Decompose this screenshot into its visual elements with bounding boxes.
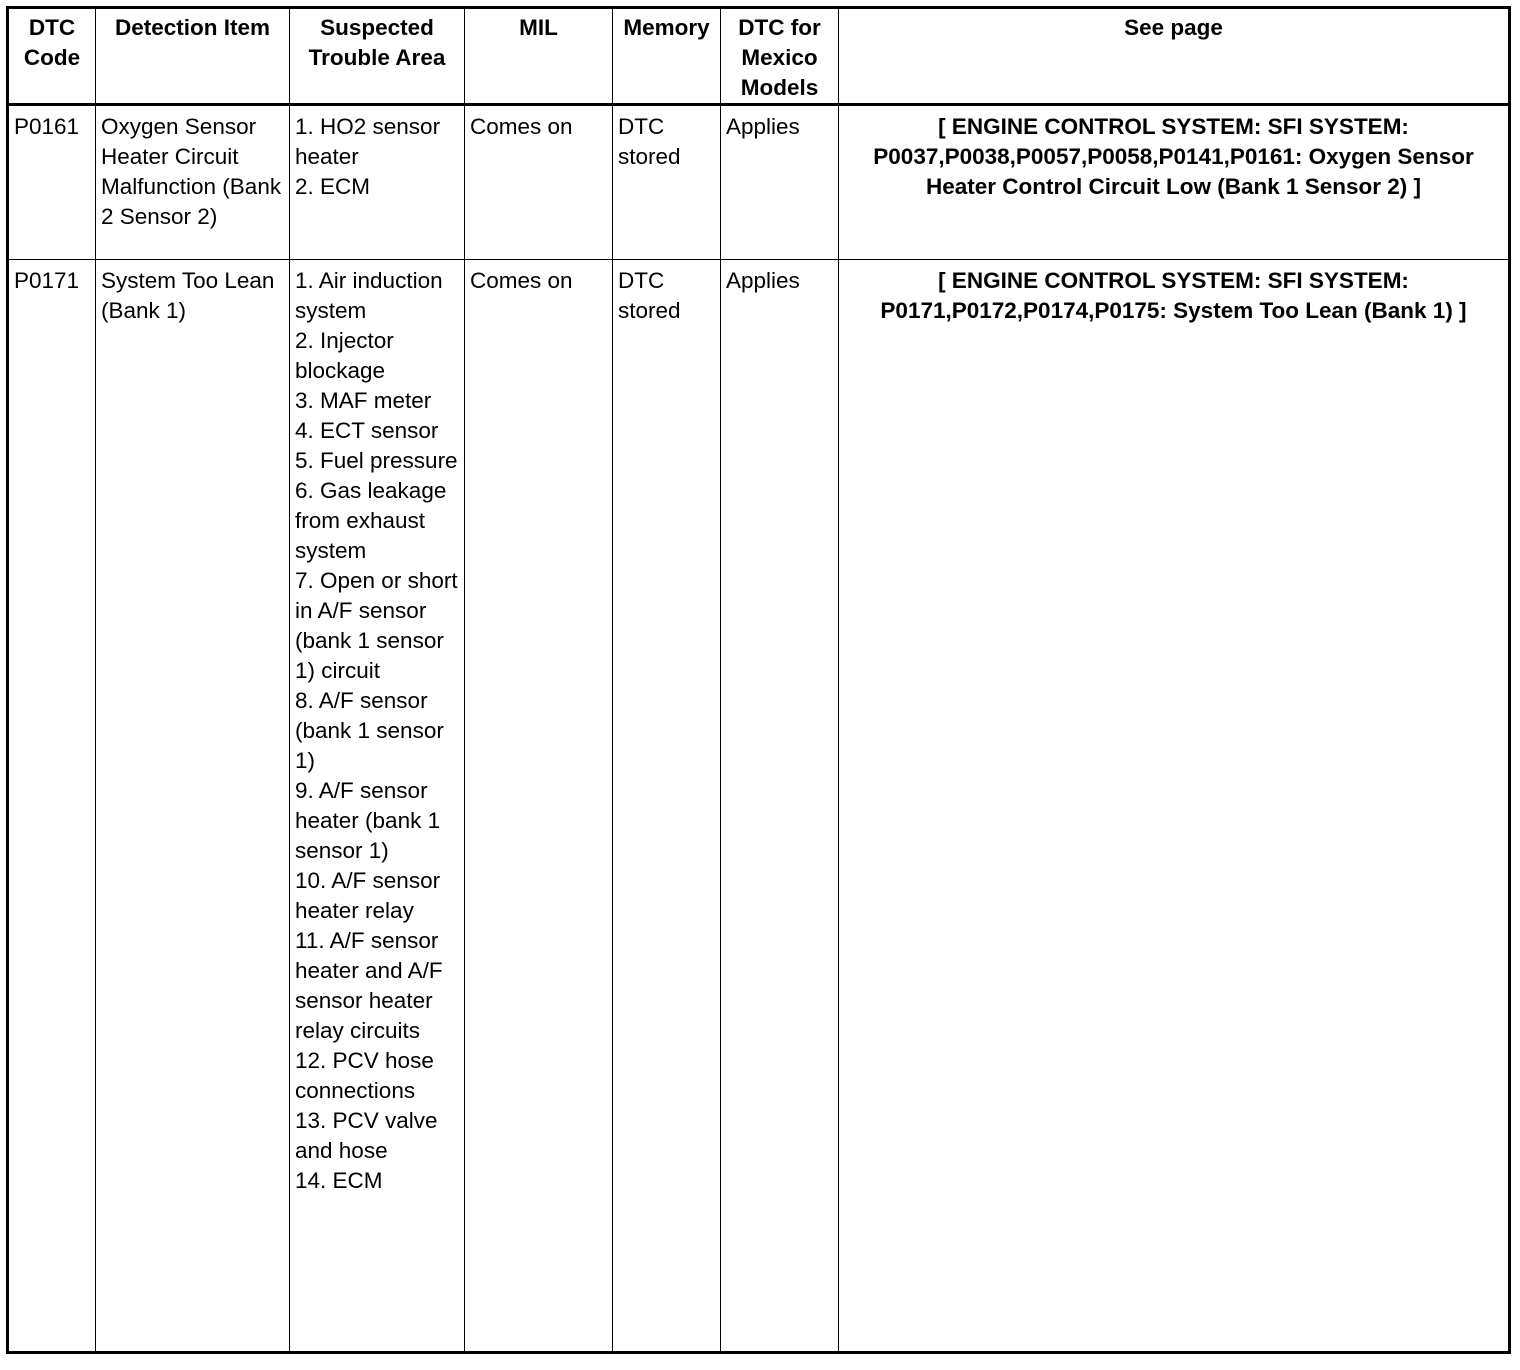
trouble-area-item: 5. Fuel pressure — [295, 448, 458, 473]
trouble-area-item: 1. HO2 sensor heater — [295, 114, 441, 169]
cell-dtc-code: P0161 — [8, 105, 96, 260]
trouble-area-item: 14. ECM — [295, 1168, 383, 1193]
header-row — [8, 8, 1510, 105]
cell-mil: Comes on — [465, 260, 613, 1353]
cell-mexico: Applies — [721, 260, 839, 1353]
cell-see-page-link[interactable]: [ ENGINE CONTROL SYSTEM: SFI SYSTEM: P0171,P0172,P0174,P0175: System Too Lean (Bank 1) ] — [839, 260, 1510, 1353]
table-row — [8, 260, 1510, 1353]
cell-mexico: Applies — [721, 105, 839, 260]
header-trouble-area: Suspected Trouble Area — [290, 8, 465, 105]
dtc-table — [6, 6, 1511, 1354]
trouble-area-item: 13. PCV valve and hose — [295, 1108, 438, 1163]
header-mexico: DTC for Mexico Models — [721, 8, 839, 105]
cell-trouble-area — [290, 105, 465, 260]
trouble-area-item: 7. Open or short in A/F sensor (bank 1 sensor 1) circuit — [295, 568, 458, 683]
trouble-area-item: 9. A/F sensor heater (bank 1 sensor 1) — [295, 778, 441, 863]
trouble-area-item: 8. A/F sensor (bank 1 sensor 1) — [295, 688, 444, 773]
header-mil: MIL — [465, 8, 613, 105]
header-detection-item: Detection Item — [96, 8, 290, 105]
cell-detection-item: System Too Lean (Bank 1) — [96, 260, 290, 1353]
dtc-table-container — [6, 6, 1511, 1354]
trouble-area-item: 10. A/F sensor heater relay — [295, 868, 441, 923]
table-row — [8, 105, 1510, 260]
header-see-page: See page — [839, 8, 1510, 105]
trouble-area-item: 1. Air induction system — [295, 268, 443, 323]
header-memory: Memory — [613, 8, 721, 105]
header-dtc-code: DTC Code — [8, 8, 96, 105]
cell-detection-item: Oxygen Sensor Heater Circuit Malfunction (Bank 2 Sensor 2) — [96, 105, 290, 260]
cell-memory: DTC stored — [613, 260, 721, 1353]
trouble-area-item: 12. PCV hose connections — [295, 1048, 434, 1103]
trouble-area-list — [295, 112, 459, 202]
cell-mil: Comes on — [465, 105, 613, 260]
trouble-area-item: 3. MAF meter — [295, 388, 432, 413]
trouble-area-list — [295, 266, 459, 1196]
trouble-area-item: 11. A/F sensor heater and A/F sensor heater relay circuits — [295, 928, 443, 1043]
trouble-area-item: 6. Gas leakage from exhaust system — [295, 478, 447, 563]
cell-see-page-link[interactable]: [ ENGINE CONTROL SYSTEM: SFI SYSTEM: P0037,P0038,P0057,P0058,P0141,P0161: Oxygen Sensor Heater Control Circuit Low (Bank 1 Sensor 2) ] — [839, 105, 1510, 260]
trouble-area-item: 2. Injector blockage — [295, 328, 394, 383]
cell-memory: DTC stored — [613, 105, 721, 260]
trouble-area-item: 2. ECM — [295, 174, 371, 199]
cell-dtc-code: P0171 — [8, 260, 96, 1353]
cell-trouble-area — [290, 260, 465, 1353]
trouble-area-item: 4. ECT sensor — [295, 418, 439, 443]
